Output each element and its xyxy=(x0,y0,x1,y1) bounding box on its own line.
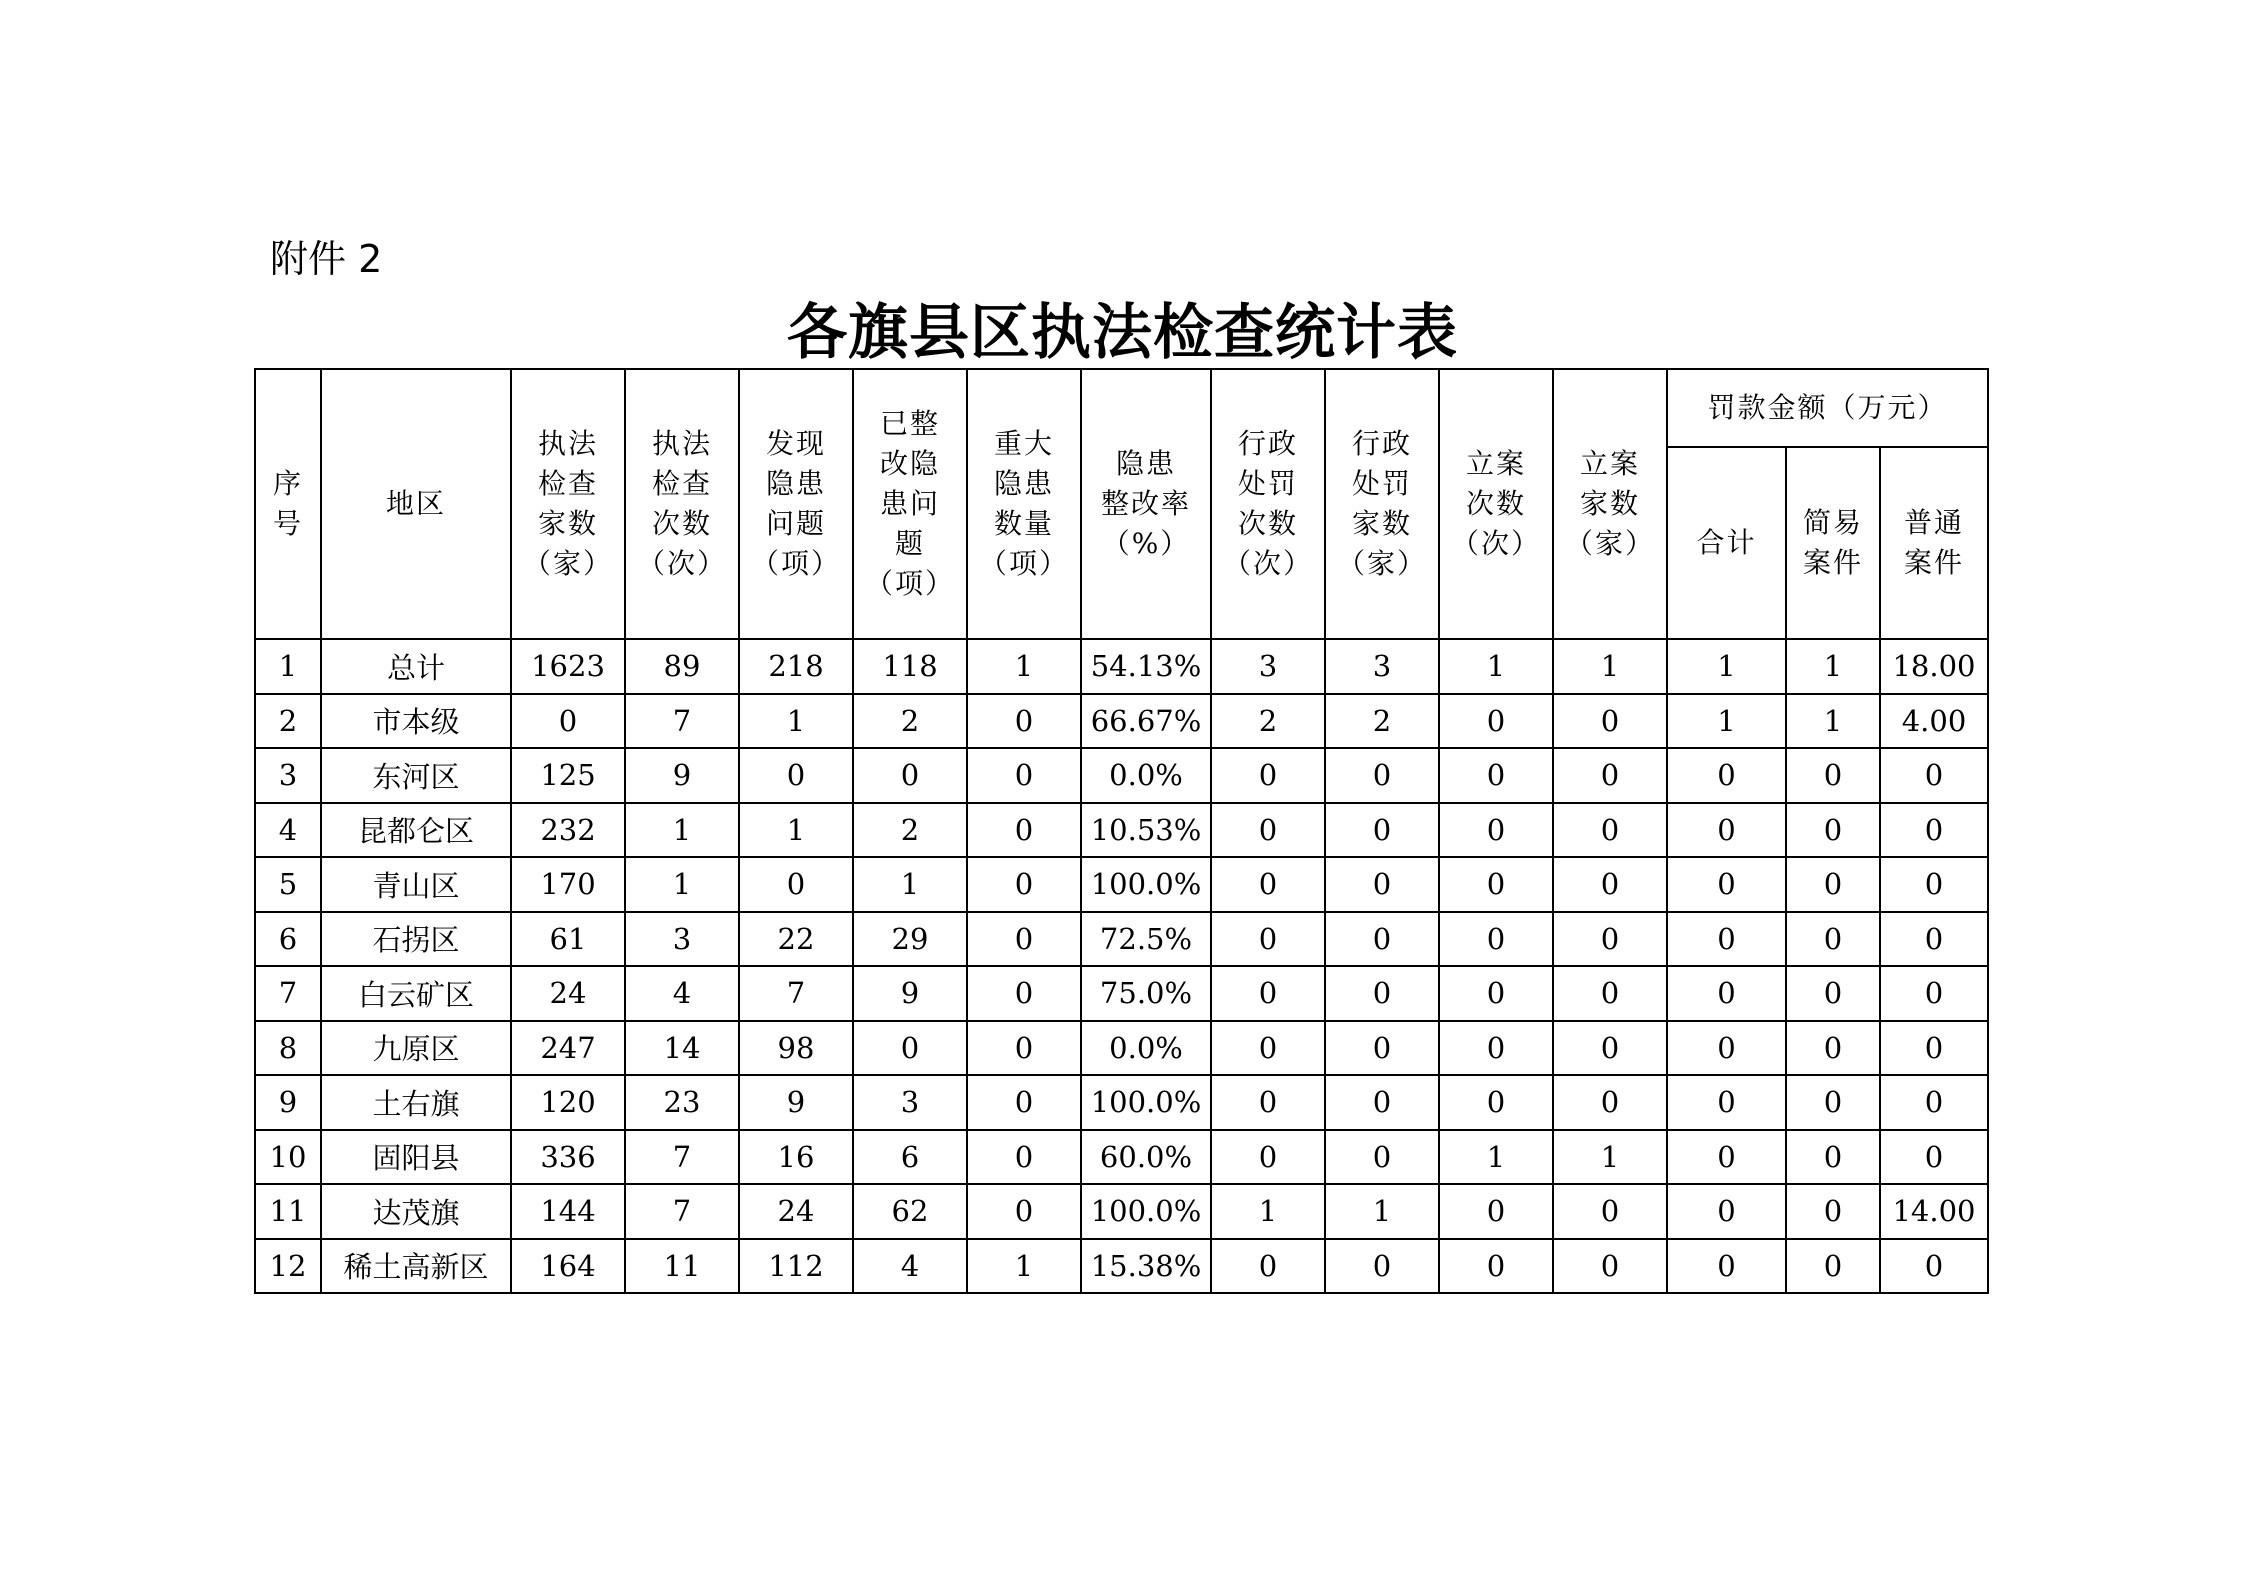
header-fine-total: 合计 xyxy=(1667,447,1786,639)
header-line: 次数 xyxy=(651,507,712,540)
cell-value: 0 xyxy=(1553,857,1667,912)
cell-value: 100.0% xyxy=(1081,857,1211,912)
header-major-hazards xyxy=(967,369,1081,639)
cell-value: 0 xyxy=(1786,1021,1880,1076)
cell-value: 0 xyxy=(1211,803,1325,858)
cell-value: 0 xyxy=(1325,1239,1439,1294)
cell-value: 75.0% xyxy=(1081,966,1211,1021)
cell-value: 2 xyxy=(1325,694,1439,749)
table-row xyxy=(255,912,1988,967)
cell-value: 0 xyxy=(1880,1075,1988,1130)
header-penalty-count xyxy=(1211,369,1325,639)
cell-value: 0 xyxy=(1439,912,1553,967)
cell-region: 东河区 xyxy=(321,748,511,803)
table-body xyxy=(255,639,1988,1293)
table-row xyxy=(255,748,1988,803)
cell-value: 100.0% xyxy=(1081,1075,1211,1130)
header-line: （家） xyxy=(1564,527,1655,560)
cell-value: 9 xyxy=(625,748,739,803)
header-line: 案件 xyxy=(1802,546,1863,579)
cell-value: 0 xyxy=(1211,857,1325,912)
cell-region: 土右旗 xyxy=(321,1075,511,1130)
header-line: （%） xyxy=(1101,527,1191,560)
cell-value: 100.0% xyxy=(1081,1184,1211,1239)
cell-value: 0 xyxy=(1211,1021,1325,1076)
cell-value: 0 xyxy=(1325,1130,1439,1185)
cell-value: 11 xyxy=(625,1239,739,1294)
header-line: （项） xyxy=(750,547,841,580)
cell-value: 0 xyxy=(967,857,1081,912)
cell-value: 7 xyxy=(625,694,739,749)
cell-value: 0 xyxy=(1667,966,1786,1021)
cell-value: 0 xyxy=(1325,966,1439,1021)
cell-region: 稀土高新区 xyxy=(321,1239,511,1294)
cell-value: 29 xyxy=(853,912,967,967)
cell-value: 89 xyxy=(625,639,739,694)
cell-value: 16 xyxy=(739,1130,853,1185)
stats-table xyxy=(254,368,1989,1294)
cell-value: 0 xyxy=(1325,748,1439,803)
cell-value: 0 xyxy=(1553,966,1667,1021)
cell-value: 0 xyxy=(1667,1130,1786,1185)
cell-value: 0 xyxy=(967,1075,1081,1130)
cell-value: 1 xyxy=(1786,639,1880,694)
cell-value: 0 xyxy=(1667,1021,1786,1076)
table-row xyxy=(255,966,1988,1021)
header-line: 数量 xyxy=(993,507,1054,540)
cell-value: 112 xyxy=(739,1239,853,1294)
cell-value: 0 xyxy=(1786,912,1880,967)
header-hazards-fixed xyxy=(853,369,967,639)
cell-value: 247 xyxy=(511,1021,625,1076)
cell-value: 4 xyxy=(853,1239,967,1294)
cell-value: 0 xyxy=(1667,1184,1786,1239)
cell-value: 0 xyxy=(967,803,1081,858)
cell-value: 0 xyxy=(1553,1184,1667,1239)
header-seq-line: 号 xyxy=(272,507,303,540)
cell-seq: 11 xyxy=(255,1184,321,1239)
cell-value: 1 xyxy=(1553,1130,1667,1185)
table-row xyxy=(255,694,1988,749)
cell-value: 7 xyxy=(739,966,853,1021)
cell-value: 1 xyxy=(625,803,739,858)
cell-value: 0 xyxy=(1553,803,1667,858)
cell-value: 0 xyxy=(853,1021,967,1076)
header-line: 隐患 xyxy=(765,467,826,500)
cell-value: 0 xyxy=(1553,694,1667,749)
cell-value: 3 xyxy=(1211,639,1325,694)
cell-seq: 10 xyxy=(255,1130,321,1185)
cell-value: 0 xyxy=(1325,1075,1439,1130)
cell-value: 10.53% xyxy=(1081,803,1211,858)
header-fine-ordinary xyxy=(1880,447,1988,639)
cell-value: 0 xyxy=(1667,748,1786,803)
cell-value: 0 xyxy=(967,1130,1081,1185)
cell-value: 0 xyxy=(1880,803,1988,858)
cell-region: 市本级 xyxy=(321,694,511,749)
cell-value: 0 xyxy=(1211,1239,1325,1294)
cell-value: 0.0% xyxy=(1081,748,1211,803)
cell-value: 0 xyxy=(1211,912,1325,967)
cell-value: 0 xyxy=(511,694,625,749)
table-row xyxy=(255,1021,1988,1076)
header-line: 问题 xyxy=(765,507,826,540)
header-inspection-count xyxy=(625,369,739,639)
cell-value: 0 xyxy=(1786,966,1880,1021)
header-line: 检查 xyxy=(537,467,598,500)
cell-value: 0 xyxy=(1880,1239,1988,1294)
cell-value: 1 xyxy=(1439,1130,1553,1185)
cell-seq: 2 xyxy=(255,694,321,749)
cell-value: 0 xyxy=(1553,1075,1667,1130)
header-seq-line: 序 xyxy=(272,467,303,500)
table-header xyxy=(255,369,1988,639)
header-fix-rate xyxy=(1081,369,1211,639)
cell-value: 1623 xyxy=(511,639,625,694)
header-line: 执法 xyxy=(537,427,598,460)
cell-value: 0 xyxy=(967,694,1081,749)
cell-value: 1 xyxy=(967,639,1081,694)
header-case-companies xyxy=(1553,369,1667,639)
cell-value: 120 xyxy=(511,1075,625,1130)
header-region: 地区 xyxy=(321,369,511,639)
cell-value: 7 xyxy=(625,1130,739,1185)
cell-value: 0 xyxy=(967,966,1081,1021)
cell-value: 1 xyxy=(1211,1184,1325,1239)
cell-value: 1 xyxy=(853,857,967,912)
header-fine-group: 罚款金额（万元） xyxy=(1667,369,1988,447)
cell-value: 14.00 xyxy=(1880,1184,1988,1239)
cell-value: 0 xyxy=(1553,912,1667,967)
cell-value: 0 xyxy=(1880,1021,1988,1076)
cell-value: 0 xyxy=(1553,1239,1667,1294)
cell-value: 0 xyxy=(1553,1021,1667,1076)
header-line: 次数 xyxy=(1465,487,1526,520)
cell-region: 九原区 xyxy=(321,1021,511,1076)
cell-value: 1 xyxy=(625,857,739,912)
table-row xyxy=(255,1075,1988,1130)
cell-value: 0 xyxy=(1325,912,1439,967)
cell-value: 170 xyxy=(511,857,625,912)
cell-value: 60.0% xyxy=(1081,1130,1211,1185)
cell-value: 0 xyxy=(1667,1075,1786,1130)
header-line: 检查 xyxy=(651,467,712,500)
cell-value: 3 xyxy=(1325,639,1439,694)
header-line: （家） xyxy=(1336,547,1427,580)
cell-value: 0 xyxy=(1786,1130,1880,1185)
cell-value: 0 xyxy=(1786,1184,1880,1239)
header-line: 重大 xyxy=(993,427,1054,460)
header-line: 题 xyxy=(894,527,925,560)
cell-value: 0 xyxy=(1211,966,1325,1021)
header-line: 处罚 xyxy=(1237,467,1298,500)
cell-value: 24 xyxy=(511,966,625,1021)
header-line: 隐患 xyxy=(993,467,1054,500)
header-line: 执法 xyxy=(651,427,712,460)
cell-value: 18.00 xyxy=(1880,639,1988,694)
header-line: 患问 xyxy=(879,487,940,520)
cell-region: 石拐区 xyxy=(321,912,511,967)
cell-value: 0 xyxy=(1439,803,1553,858)
cell-value: 0 xyxy=(1553,748,1667,803)
header-line: 家数 xyxy=(1351,507,1412,540)
cell-value: 1 xyxy=(1667,694,1786,749)
cell-value: 7 xyxy=(625,1184,739,1239)
header-line: 整改率 xyxy=(1100,487,1191,520)
cell-value: 22 xyxy=(739,912,853,967)
cell-value: 1 xyxy=(1667,639,1786,694)
header-line: 家数 xyxy=(1579,487,1640,520)
cell-value: 118 xyxy=(853,639,967,694)
header-line: 改隐 xyxy=(879,447,940,480)
cell-value: 0 xyxy=(1880,1130,1988,1185)
cell-value: 232 xyxy=(511,803,625,858)
cell-value: 0 xyxy=(1880,857,1988,912)
header-line: （次） xyxy=(1222,547,1313,580)
cell-value: 9 xyxy=(739,1075,853,1130)
cell-value: 9 xyxy=(853,966,967,1021)
cell-value: 3 xyxy=(853,1075,967,1130)
cell-value: 4 xyxy=(625,966,739,1021)
cell-value: 0 xyxy=(967,1021,1081,1076)
cell-value: 0 xyxy=(739,857,853,912)
table-row xyxy=(255,1184,1988,1239)
table-row xyxy=(255,857,1988,912)
cell-seq: 5 xyxy=(255,857,321,912)
cell-value: 0 xyxy=(967,748,1081,803)
cell-value: 0 xyxy=(967,912,1081,967)
cell-region: 达茂旗 xyxy=(321,1184,511,1239)
table-row xyxy=(255,803,1988,858)
cell-value: 0 xyxy=(1325,857,1439,912)
cell-value: 0 xyxy=(1439,857,1553,912)
cell-value: 0 xyxy=(1325,803,1439,858)
cell-value: 72.5% xyxy=(1081,912,1211,967)
cell-value: 0 xyxy=(1325,1021,1439,1076)
cell-value: 0 xyxy=(1439,1184,1553,1239)
table-row xyxy=(255,1130,1988,1185)
cell-value: 2 xyxy=(1211,694,1325,749)
page-title: 各旗县区执法检查统计表 xyxy=(787,298,1458,368)
cell-value: 6 xyxy=(853,1130,967,1185)
cell-value: 1 xyxy=(739,694,853,749)
header-line: 行政 xyxy=(1237,427,1298,460)
cell-seq: 9 xyxy=(255,1075,321,1130)
cell-value: 0 xyxy=(1211,748,1325,803)
header-seq xyxy=(255,369,321,639)
cell-value: 0 xyxy=(739,748,853,803)
header-line: 发现 xyxy=(765,427,826,460)
header-line: 已整 xyxy=(879,407,940,440)
header-fine-simple xyxy=(1786,447,1880,639)
cell-value: 0 xyxy=(1667,803,1786,858)
header-line: （家） xyxy=(522,547,613,580)
cell-value: 0 xyxy=(1786,1075,1880,1130)
cell-value: 3 xyxy=(625,912,739,967)
header-line: 普通 xyxy=(1903,506,1964,539)
cell-region: 昆都仑区 xyxy=(321,803,511,858)
header-penalty-companies xyxy=(1325,369,1439,639)
cell-value: 1 xyxy=(1553,639,1667,694)
cell-region: 白云矿区 xyxy=(321,966,511,1021)
cell-value: 164 xyxy=(511,1239,625,1294)
cell-value: 0 xyxy=(1439,1075,1553,1130)
header-line: 立案 xyxy=(1579,447,1640,480)
header-line: 隐患 xyxy=(1115,447,1176,480)
cell-value: 24 xyxy=(739,1184,853,1239)
cell-value: 0 xyxy=(1786,1239,1880,1294)
header-line: 案件 xyxy=(1903,546,1964,579)
cell-value: 66.67% xyxy=(1081,694,1211,749)
cell-value: 144 xyxy=(511,1184,625,1239)
cell-value: 61 xyxy=(511,912,625,967)
header-line: 次数 xyxy=(1237,507,1298,540)
cell-seq: 4 xyxy=(255,803,321,858)
header-line: 简易 xyxy=(1802,506,1863,539)
attachment-label: 附件 2 xyxy=(270,237,383,281)
cell-seq: 1 xyxy=(255,639,321,694)
cell-value: 0 xyxy=(1786,803,1880,858)
cell-value: 125 xyxy=(511,748,625,803)
cell-value: 54.13% xyxy=(1081,639,1211,694)
cell-region: 固阳县 xyxy=(321,1130,511,1185)
cell-value: 0 xyxy=(1211,1130,1325,1185)
cell-value: 23 xyxy=(625,1075,739,1130)
cell-value: 0 xyxy=(853,748,967,803)
cell-seq: 12 xyxy=(255,1239,321,1294)
cell-value: 1 xyxy=(739,803,853,858)
header-hazards-found xyxy=(739,369,853,639)
cell-value: 15.38% xyxy=(1081,1239,1211,1294)
cell-value: 0 xyxy=(1786,748,1880,803)
cell-value: 2 xyxy=(853,694,967,749)
cell-value: 1 xyxy=(1325,1184,1439,1239)
cell-value: 0 xyxy=(1667,857,1786,912)
cell-value: 0 xyxy=(1211,1075,1325,1130)
cell-value: 0 xyxy=(1667,912,1786,967)
cell-value: 0 xyxy=(1439,1239,1553,1294)
cell-value: 0 xyxy=(1786,857,1880,912)
cell-region: 总计 xyxy=(321,639,511,694)
cell-value: 4.00 xyxy=(1880,694,1988,749)
header-line: （项） xyxy=(978,547,1069,580)
header-line: （项） xyxy=(864,567,955,600)
cell-seq: 8 xyxy=(255,1021,321,1076)
table-row xyxy=(255,1239,1988,1294)
cell-value: 0 xyxy=(1439,694,1553,749)
cell-value: 2 xyxy=(853,803,967,858)
cell-value: 0 xyxy=(1439,1021,1553,1076)
header-line: 立案 xyxy=(1465,447,1526,480)
header-inspected-companies xyxy=(511,369,625,639)
cell-value: 336 xyxy=(511,1130,625,1185)
table-row xyxy=(255,639,1988,694)
cell-value: 1 xyxy=(967,1239,1081,1294)
header-line: 家数 xyxy=(537,507,598,540)
cell-value: 0 xyxy=(1439,748,1553,803)
cell-seq: 6 xyxy=(255,912,321,967)
cell-value: 0 xyxy=(1880,912,1988,967)
cell-value: 0 xyxy=(967,1184,1081,1239)
cell-value: 218 xyxy=(739,639,853,694)
cell-value: 98 xyxy=(739,1021,853,1076)
cell-value: 0 xyxy=(1667,1239,1786,1294)
cell-value: 1 xyxy=(1786,694,1880,749)
cell-value: 0 xyxy=(1880,748,1988,803)
cell-value: 0 xyxy=(1439,966,1553,1021)
cell-value: 62 xyxy=(853,1184,967,1239)
header-line: （次） xyxy=(636,547,727,580)
header-line: 行政 xyxy=(1351,427,1412,460)
cell-value: 1 xyxy=(1439,639,1553,694)
cell-seq: 7 xyxy=(255,966,321,1021)
header-line: 处罚 xyxy=(1351,467,1412,500)
cell-seq: 3 xyxy=(255,748,321,803)
cell-region: 青山区 xyxy=(321,857,511,912)
cell-value: 0.0% xyxy=(1081,1021,1211,1076)
header-line: （次） xyxy=(1450,527,1541,560)
header-case-count xyxy=(1439,369,1553,639)
cell-value: 14 xyxy=(625,1021,739,1076)
cell-value: 0 xyxy=(1880,966,1988,1021)
